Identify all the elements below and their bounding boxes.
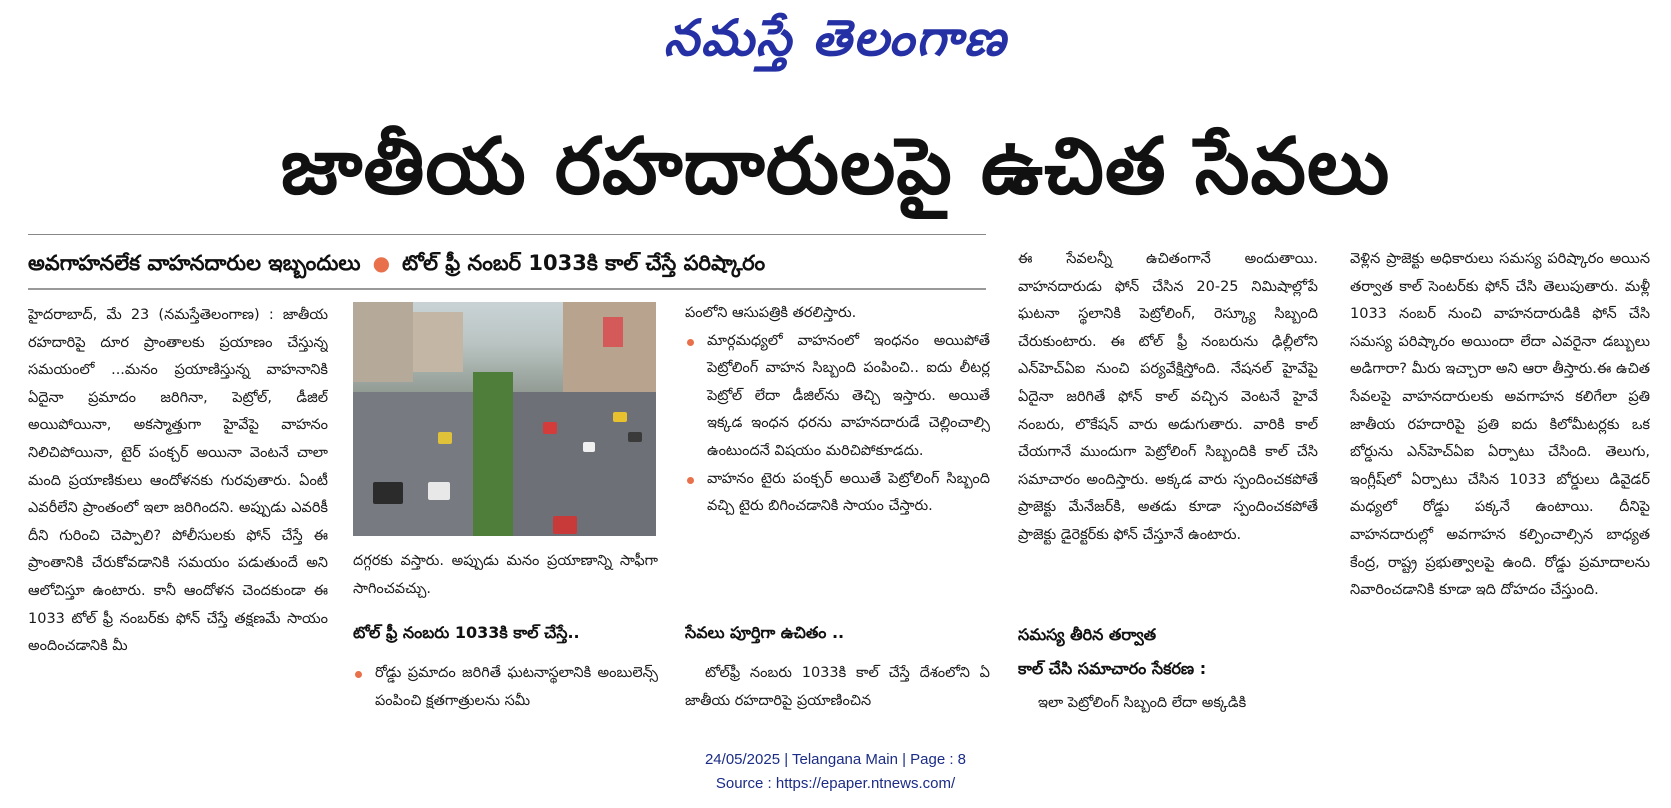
- article-column-3-tail: [685, 660, 990, 720]
- column-4-text: ఈ సేవలన్నీ ఉచితంగానే అందుతాయి. వాహనదారుడు ఫోన్ చేసిన 20-25 నిమిషాల్లోపే ఘటనా స్థలానికి పెట్రోలింగ్, రెస్క్యూ సిబ్బంది చేరుకుంటారు. ఈ టోల్ ఫ్రీ నంబరును ఢిల్లీలోని ఎన్‌హెచ్‌ఏఐ నుంచి పర్యవేక్షిస్తోంది. నేషనల్ హైవేపై ఏదైనా జరిగితే ఫోన్ కాల్ వచ్చిన వెంటనే హైవే నంబరు, లొకేషన్ వారు అడుగుతారు. వారికి కాల్ చేయగానే ముందుగా పెట్రోలింగ్ సిబ్బందికి కాల్ చేసి సమాచారం అందిస్తారు. అక్కడ వారు స్పందించకపోతే ప్రాజెక్టు మేనేజర్‌కి, అతడు కూడా స్పందించకపోతే ప్రాజెక్టు డైరెక్టర్‌కు ఫోన్ చేస్తూనే ఉంటారు.: [1018, 251, 1318, 543]
- deck-rule-top: [28, 234, 986, 235]
- article-column-2-bullet: [353, 660, 658, 720]
- footer-source-line: Source : https://epaper.ntnews.com/: [715, 775, 956, 792]
- article-column-4: [1018, 246, 1318, 646]
- column-4-tail-text: ఇలా పెట్రోలింగ్ సిబ్బంది లేదా అక్కడికి: [1038, 695, 1247, 711]
- column-2-text: దగ్గరకు వస్తారు. అప్పుడు మనం ప్రయాణాన్ని సాఫీగా సాగించవచ్చు.: [353, 553, 658, 597]
- page-headline: జాతీయ రహదారులపై ఉచిత సేవలు: [280, 122, 1391, 212]
- newspaper-masthead: నమస్తే తెలంగాణ: [663, 9, 1008, 67]
- bullet-ambulance: రోడ్డు ప్రమాదం జరిగితే ఘటనాస్థలానికి అంబులెన్స్ పంపించి క్షతగాత్రులను సమీ: [353, 660, 658, 715]
- article-column-3: [685, 300, 990, 622]
- deck-left-text: అవగాహనలేక వాహనదారుల ఇబ్బందులు: [28, 251, 361, 275]
- column-5-text: వెళ్లిన ప్రాజెక్టు అధికారులు సమస్య పరిష్కారం అయిన తర్వాత కాల్ సెంటర్‌కు ఫోన్ చేసి తెలుపుతారు. మళ్లీ 1033 నంబర్ నుంచి వాహనదారుడికి ఫోన్ చేసి సమస్య పరిష్కారం అయిందా లేదా ఎవరైనా డబ్బులు అడిగారా? మీరు ఇచ్చారా అని ఆరా తీస్తారు.ఈ ఉచిత సేవలపై వాహనదారులకు అవగాహన కలిగేలా ప్రతి జాతీయ రహదారిపై ప్రతి ఐదు కిలోమీటర్లకు ఒక బోర్డును ఎన్‌హెచ్‌ఏఐ ఏర్పాటు చేసింది. తెలుగు, ఇంగ్లీష్‌లో ఏర్పాటు చేసిన 1033 బోర్డులు డివైడర్ మధ్యలో రోడ్డు పక్కనే ఉంటాయి. దీనిపై వాహనదారుల్లో అవగాహన కల్పించాల్సిన బాధ్యత కేంద్ర, రాష్ట్ర ప్రభుత్వాలపై ఉంది. రోడ్డు ప్రమాదాలను నివారించడానికి కూడా ఇది దోహదం చేస్తుంది.: [1350, 251, 1650, 599]
- deck-rule-bottom: [28, 288, 986, 290]
- traffic-photo: [353, 302, 656, 536]
- column-3-tail-text: టోల్‌ఫ్రీ నంబరు 1033కి కాల్ చేస్తే దేశంలోని ఏ జాతీయ రహదారిపై ప్రయాణించిన: [685, 665, 990, 709]
- article-column-5: [1350, 246, 1650, 716]
- article-column-4-tail: [1018, 690, 1318, 720]
- column-1-text: హైదరాబాద్, మే 23 (నమస్తేతెలంగాణ) : జాతీయ రహదారిపై దూర ప్రాంతాలకు ప్రయాణం చేస్తున్న సమయంలో ...మనం ప్రయాణిస్తున్న వాహనానికి ఏదైనా ప్రమాదం జరిగినా, పెట్రోల్, డీజిల్ అయిపోయినా, అకస్మాత్తుగా హైవేపై వాహనం నిలిచిపోయినా, టైర్ పంక్చర్ అయినా వెంటనే చాలా మంది ప్రయాణికులు ఆందోళనకు గురవుతారు. ఏంటీ ఎవరీలేని ప్రాంతంలో ఇలా జరిగిందని. అప్పుడు ఎవరికీ దీని గురించి చెప్పాలి? పోలీసులకు ఫోన్ చేస్తే ఈ ప్రాంతానికి చేరుకోవడానికి సమయం పడుతుందే అని ఆలోచిస్తూ ఉంటారు. కానీ ఆందోళన చెందకుండా ఈ 1033 టోల్ ఫ్రీ నంబర్‌కు ఫోన్ చేస్తే తక్షణమే సాయం అందించడానికి మీ: [28, 307, 328, 655]
- bullet-tyre: వాహనం టైరు పంక్చర్ అయితే పెట్రోలింగ్ సిబ్బంది వచ్చి టైరు బిగించడానికి సాయం చేస్తారు.: [685, 466, 990, 521]
- subheading-toll-free: టోల్ ఫ్రీ నంబరు 1033కి కాల్ చేస్తే..: [353, 623, 580, 642]
- sub-deck: [28, 244, 986, 282]
- deck-right-text: టోల్ ఫ్రీ నంబర్ 1033కి కాల్ చేస్తే పరిష్కారం: [402, 251, 766, 275]
- page-footer: [0, 748, 1671, 796]
- article-column-1: [28, 302, 328, 714]
- column-3-intro: పంలోని ఆసుపత్రికి తరలిస్తారు.: [685, 305, 857, 321]
- article-column-2-text: [353, 548, 658, 608]
- footer-date-line: 24/05/2025 | Telangana Main | Page : 8: [704, 751, 967, 768]
- subheading-after-resolution: సమస్య తీరిన తర్వాత: [1018, 625, 1157, 644]
- bullet-dot-icon: ●: [372, 251, 391, 275]
- subheading-feedback: కాల్ చేసి సమాచారం సేకరణ :: [1018, 659, 1207, 678]
- subheading-free-services: సేవలు పూర్తిగా ఉచితం ..: [685, 623, 845, 642]
- bullet-fuel: మార్గమధ్యలో వాహనంలో ఇంధనం అయిపోతే పెట్రోలింగ్ వాహన సిబ్బంది పంపించి.. ఐదు లీటర్ల పెట్రోల్ లేదా డీజిల్‌ను తెచ్చి ఇస్తారు. అయితే ఇక్కడ ఇంధన ధరను వాహనదారుడే చెల్లించాల్సి ఉంటుందనే విషయం మరిచిపోకూడదు.: [685, 328, 990, 466]
